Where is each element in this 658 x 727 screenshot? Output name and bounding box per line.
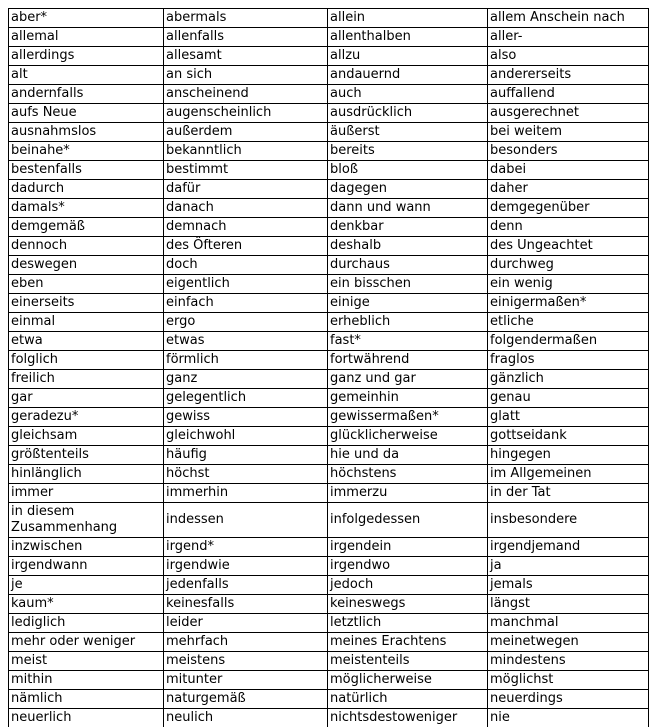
table-row <box>9 218 649 237</box>
word-cell: jemals <box>488 576 649 595</box>
word-cell: irgendwo <box>328 557 488 576</box>
word-cell: meistens <box>164 652 328 671</box>
word-cell: häufig <box>164 446 328 465</box>
word-cell: meinetwegen <box>488 633 649 652</box>
word-cell: leider <box>164 614 328 633</box>
word-cell: indessen <box>164 503 328 538</box>
table-row <box>9 370 649 389</box>
table-row <box>9 180 649 199</box>
table-row <box>9 614 649 633</box>
table-row <box>9 256 649 275</box>
word-cell: des Öfteren <box>164 237 328 256</box>
word-cell: aller- <box>488 28 649 47</box>
word-cell: ausnahmslos <box>9 123 164 142</box>
word-cell: nichtsdestoweniger <box>328 709 488 727</box>
table-row <box>9 427 649 446</box>
word-cell: folgendermaßen <box>488 332 649 351</box>
word-cell: mindestens <box>488 652 649 671</box>
table-row <box>9 633 649 652</box>
word-cell: ergo <box>164 313 328 332</box>
word-cell: aufs Neue <box>9 104 164 123</box>
word-cell: irgendwie <box>164 557 328 576</box>
word-cell: ausdrücklich <box>328 104 488 123</box>
word-cell: ausgerechnet <box>488 104 649 123</box>
word-cell: deshalb <box>328 237 488 256</box>
word-cell: allesamt <box>164 47 328 66</box>
word-cell: einerseits <box>9 294 164 313</box>
table-row <box>9 408 649 427</box>
word-cell: dafür <box>164 180 328 199</box>
word-cell: gar <box>9 389 164 408</box>
table-row <box>9 199 649 218</box>
word-cell: demgegenüber <box>488 199 649 218</box>
vocabulary-table-body <box>9 9 649 727</box>
word-cell: im Allgemeinen <box>488 465 649 484</box>
word-cell: ganz <box>164 370 328 389</box>
word-cell: dagegen <box>328 180 488 199</box>
word-cell: damals* <box>9 199 164 218</box>
word-cell: förmlich <box>164 351 328 370</box>
word-cell: durchweg <box>488 256 649 275</box>
word-cell: neuerlich <box>9 709 164 727</box>
word-cell: gleichwohl <box>164 427 328 446</box>
table-row <box>9 313 649 332</box>
word-cell: lediglich <box>9 614 164 633</box>
word-cell: möglicherweise <box>328 671 488 690</box>
word-cell: erheblich <box>328 313 488 332</box>
table-row <box>9 28 649 47</box>
word-cell: freilich <box>9 370 164 389</box>
word-cell: manchmal <box>488 614 649 633</box>
word-cell: etwa <box>9 332 164 351</box>
word-cell: einmal <box>9 313 164 332</box>
word-cell: möglichst <box>488 671 649 690</box>
word-cell: besonders <box>488 142 649 161</box>
table-row <box>9 332 649 351</box>
word-cell: fortwährend <box>328 351 488 370</box>
table-row <box>9 576 649 595</box>
word-cell: demnach <box>164 218 328 237</box>
word-cell: andauernd <box>328 66 488 85</box>
table-row <box>9 294 649 313</box>
table-row <box>9 690 649 709</box>
word-cell: demgemäß <box>9 218 164 237</box>
word-cell: abermals <box>164 9 328 28</box>
word-cell: doch <box>164 256 328 275</box>
word-cell: gleichsam <box>9 427 164 446</box>
word-cell: allemal <box>9 28 164 47</box>
word-cell: etliche <box>488 313 649 332</box>
word-cell: inzwischen <box>9 538 164 557</box>
word-cell: eben <box>9 275 164 294</box>
word-cell: nämlich <box>9 690 164 709</box>
table-row <box>9 85 649 104</box>
word-cell: keineswegs <box>328 595 488 614</box>
word-cell: meines Erachtens <box>328 633 488 652</box>
word-cell: in diesem Zusammenhang <box>9 503 164 538</box>
word-cell: auffallend <box>488 85 649 104</box>
table-row <box>9 709 649 727</box>
word-cell: dennoch <box>9 237 164 256</box>
word-cell: an sich <box>164 66 328 85</box>
table-row <box>9 557 649 576</box>
word-cell: denn <box>488 218 649 237</box>
word-cell: meist <box>9 652 164 671</box>
word-cell: infolgedessen <box>328 503 488 538</box>
word-cell: meistenteils <box>328 652 488 671</box>
word-cell: gottseidank <box>488 427 649 446</box>
word-cell: letztlich <box>328 614 488 633</box>
word-cell: andererseits <box>488 66 649 85</box>
word-cell: bekanntlich <box>164 142 328 161</box>
table-row <box>9 351 649 370</box>
word-cell: glücklicherweise <box>328 427 488 446</box>
word-cell: also <box>488 47 649 66</box>
word-cell: bestenfalls <box>9 161 164 180</box>
table-row <box>9 161 649 180</box>
table-row <box>9 123 649 142</box>
word-cell: einfach <box>164 294 328 313</box>
word-cell: mehrfach <box>164 633 328 652</box>
word-cell: durchaus <box>328 256 488 275</box>
table-row <box>9 142 649 161</box>
word-cell: bloß <box>328 161 488 180</box>
word-cell: daher <box>488 180 649 199</box>
word-cell: allerdings <box>9 47 164 66</box>
word-cell: etwas <box>164 332 328 351</box>
word-cell: neuerdings <box>488 690 649 709</box>
word-cell: gänzlich <box>488 370 649 389</box>
word-cell: ganz und gar <box>328 370 488 389</box>
table-row <box>9 275 649 294</box>
word-cell: dadurch <box>9 180 164 199</box>
word-cell: längst <box>488 595 649 614</box>
word-cell: andernfalls <box>9 85 164 104</box>
word-cell: jedoch <box>328 576 488 595</box>
word-cell: gewiss <box>164 408 328 427</box>
word-cell: hingegen <box>488 446 649 465</box>
word-cell: allenfalls <box>164 28 328 47</box>
word-cell: genau <box>488 389 649 408</box>
word-cell: geradezu* <box>9 408 164 427</box>
vocabulary-table <box>8 8 649 727</box>
word-cell: immer <box>9 484 164 503</box>
word-cell: mitunter <box>164 671 328 690</box>
table-row <box>9 104 649 123</box>
word-cell: alt <box>9 66 164 85</box>
word-cell: bei weitem <box>488 123 649 142</box>
table-row <box>9 503 649 538</box>
word-cell: mehr oder weniger <box>9 633 164 652</box>
word-cell: auch <box>328 85 488 104</box>
word-cell: ein wenig <box>488 275 649 294</box>
word-cell: nie <box>488 709 649 727</box>
word-cell: naturgemäß <box>164 690 328 709</box>
word-cell: äußerst <box>328 123 488 142</box>
word-cell: aber* <box>9 9 164 28</box>
word-cell: eigentlich <box>164 275 328 294</box>
word-cell: immerzu <box>328 484 488 503</box>
word-cell: je <box>9 576 164 595</box>
word-cell: beinahe* <box>9 142 164 161</box>
word-cell: mithin <box>9 671 164 690</box>
word-cell: hie und da <box>328 446 488 465</box>
word-cell: anscheinend <box>164 85 328 104</box>
word-cell: gemeinhin <box>328 389 488 408</box>
table-row <box>9 446 649 465</box>
word-cell: allein <box>328 9 488 28</box>
table-row <box>9 9 649 28</box>
word-cell: allem Anschein nach <box>488 9 649 28</box>
word-cell: jedenfalls <box>164 576 328 595</box>
table-row <box>9 47 649 66</box>
table-row <box>9 595 649 614</box>
table-row <box>9 389 649 408</box>
word-cell: größtenteils <box>9 446 164 465</box>
word-cell: insbesondere <box>488 503 649 538</box>
word-cell: glatt <box>488 408 649 427</box>
word-cell: außerdem <box>164 123 328 142</box>
word-cell: des Ungeachtet <box>488 237 649 256</box>
word-cell: in der Tat <box>488 484 649 503</box>
word-cell: folglich <box>9 351 164 370</box>
table-row <box>9 671 649 690</box>
word-cell: irgendwann <box>9 557 164 576</box>
word-cell: immerhin <box>164 484 328 503</box>
word-cell: einige <box>328 294 488 313</box>
table-row <box>9 66 649 85</box>
word-cell: einigermaßen* <box>488 294 649 313</box>
word-cell: höchst <box>164 465 328 484</box>
word-cell: neulich <box>164 709 328 727</box>
word-cell: fast* <box>328 332 488 351</box>
word-cell: natürlich <box>328 690 488 709</box>
word-cell: irgend* <box>164 538 328 557</box>
word-cell: dann und wann <box>328 199 488 218</box>
word-cell: augenscheinlich <box>164 104 328 123</box>
word-cell: ein bisschen <box>328 275 488 294</box>
word-cell: kaum* <box>9 595 164 614</box>
word-cell: hinlänglich <box>9 465 164 484</box>
word-cell: fraglos <box>488 351 649 370</box>
word-cell: bestimmt <box>164 161 328 180</box>
table-row <box>9 652 649 671</box>
word-cell: gewissermaßen* <box>328 408 488 427</box>
table-row <box>9 484 649 503</box>
word-cell: irgendjemand <box>488 538 649 557</box>
word-cell: bereits <box>328 142 488 161</box>
word-cell: danach <box>164 199 328 218</box>
word-cell: deswegen <box>9 256 164 275</box>
word-cell: irgendein <box>328 538 488 557</box>
word-cell: dabei <box>488 161 649 180</box>
table-row <box>9 237 649 256</box>
word-cell: denkbar <box>328 218 488 237</box>
word-cell: allenthalben <box>328 28 488 47</box>
table-row <box>9 538 649 557</box>
table-row <box>9 465 649 484</box>
word-cell: allzu <box>328 47 488 66</box>
word-cell: ja <box>488 557 649 576</box>
word-cell: höchstens <box>328 465 488 484</box>
word-cell: keinesfalls <box>164 595 328 614</box>
word-cell: gelegentlich <box>164 389 328 408</box>
